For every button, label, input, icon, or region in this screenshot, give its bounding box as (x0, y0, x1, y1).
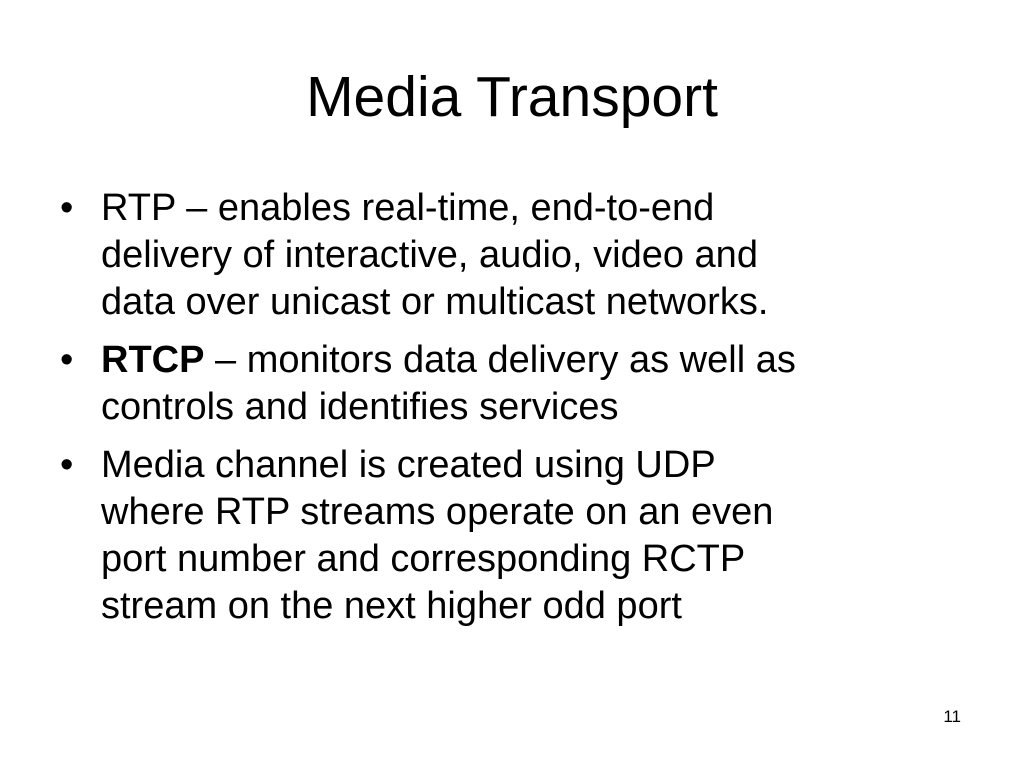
bullet-text-line: delivery of interactive, audio, video and (101, 234, 758, 276)
bullet-text-line: RTP – enables real-time, end-to-end (101, 187, 715, 229)
bullet-text-line: port number and corresponding RCTP (101, 538, 746, 580)
bullet-item-media-channel (60, 442, 960, 630)
bullet-text-line: controls and identifies services (101, 386, 619, 428)
bullet-list (60, 185, 960, 641)
bullet-text-line: stream on the next higher odd port (101, 585, 682, 627)
bullet-marker: • (60, 444, 74, 486)
page-number: 11 (943, 707, 961, 726)
slide-title: Media Transport (306, 65, 718, 129)
bullet-marker: • (60, 339, 74, 381)
bullet-item-rtp (60, 185, 960, 326)
bullet-text-segment: – monitors data delivery as well as (204, 339, 796, 381)
bullet-marker: • (60, 187, 74, 229)
bullet-text-line: Media channel is created using UDP (101, 444, 716, 486)
bullet-text-line: where RTP streams operate on an even (101, 491, 774, 533)
bullet-text-line: data over unicast or multicast networks. (101, 281, 769, 323)
bullet-item-rtcp (60, 337, 960, 431)
bullet-lead-term: RTCP (101, 339, 205, 381)
bullet-text-line (101, 337, 960, 384)
